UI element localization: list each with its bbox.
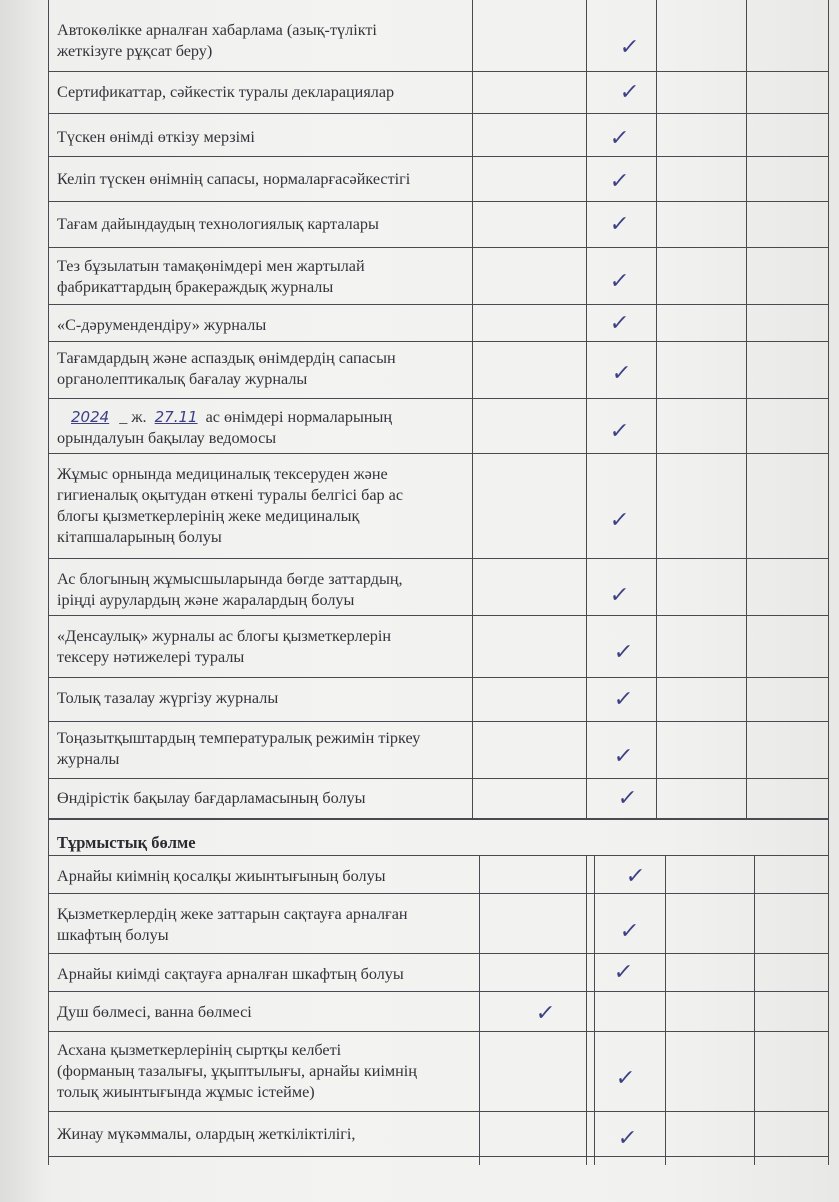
table-row <box>48 248 828 305</box>
table-row <box>48 157 828 202</box>
requirement-text: Келіп түскен өнімнің сапасы, нормаларғасәйкестігі <box>57 170 411 188</box>
table-row <box>48 894 828 954</box>
checkmark-icon: ✓ <box>608 582 631 608</box>
requirement-text: Толық тазалау жүргізу журналы <box>57 689 279 707</box>
requirement-text: Түскен өнімді өткізу мерзімі <box>57 128 255 146</box>
field-mid: ж. <box>131 408 147 426</box>
checkmark-icon: ✓ <box>614 1066 637 1091</box>
requirement-text: Душ бөлмесі, ванна бөлмесі <box>57 1003 252 1021</box>
requirement-text: Тез бұзылатын тамақөнімдері мен жартылай фабрикаттардың бракераждық журналы <box>57 257 365 296</box>
checkmark-icon: ✓ <box>608 212 631 237</box>
checkmark-icon: ✓ <box>618 35 641 60</box>
column-divider <box>828 0 829 1165</box>
checkmark-icon: ✓ <box>612 687 635 712</box>
table-row <box>48 856 828 894</box>
section-title: Тұрмыстық бөлме <box>57 833 196 852</box>
checkmark-icon: ✓ <box>624 864 647 889</box>
checkmark-icon: ✓ <box>608 268 631 294</box>
table-row <box>48 305 828 342</box>
table-row <box>48 992 828 1032</box>
table-row <box>48 678 828 722</box>
requirement-text: Арнайы киімнің қосалқы жиынтығының болуы <box>57 867 386 885</box>
requirement-text: Сертификаттар, сәйкестік туралы декларациялар <box>57 83 395 101</box>
checkmark-icon: ✓ <box>608 168 631 194</box>
requirement-text: Тағам дайындаудың технологиялық карталары <box>57 215 379 233</box>
table-row <box>48 0 828 72</box>
requirement-text: 2024 _ ж. 27.11 ас өнімдері нормаларының орындалуын бақылау ведомосы <box>57 408 393 447</box>
requirement-text: Тағамдардың және аспаздық өнімдердің сапасын органолептикалық бағалау журналы <box>57 349 396 388</box>
checkmark-icon: ✓ <box>610 360 633 386</box>
requirement-text: Қызметкерлердің жеке заттарын сақтауға арналған шкафтың болуы <box>57 905 408 944</box>
requirement-text: Жинау мүкәммалы, олардың жеткіліктілігі, <box>57 1125 356 1143</box>
field-date: 27.11 <box>154 408 198 426</box>
requirement-text: Автокөлікке арналған хабарлама (азық-түлікті жеткізуге рұқсат беру) <box>57 21 377 60</box>
requirement-text: «Денсаулық» журналы ас блогы қызметкерлерін тексеру нәтижелері туралы <box>57 627 392 666</box>
table-row <box>48 399 828 454</box>
requirement-text: «С-дәрумендендіру» журналы <box>57 316 267 334</box>
checkmark-icon: ✓ <box>618 919 641 944</box>
section-header <box>48 819 828 856</box>
checklist-table <box>48 0 828 1165</box>
checkmark-icon: ✓ <box>612 743 635 769</box>
checkmark-icon: ✓ <box>608 310 631 336</box>
requirement-text: Арнайы киімді сақтауға арналған шкафтың болуы <box>57 965 404 983</box>
table-row <box>48 202 828 248</box>
table-row <box>48 114 828 157</box>
field-line2: орындалуын бақылау ведомосы <box>57 429 277 447</box>
requirement-text: Өндірістік бақылау бағдарламасының болуы <box>57 789 366 807</box>
table-row <box>48 72 828 114</box>
checkmark-icon: ✓ <box>618 80 641 105</box>
checkmark-icon: ✓ <box>608 125 631 151</box>
table-row <box>48 1112 828 1157</box>
checkmark-icon: ✓ <box>534 1001 557 1026</box>
checkmark-icon: ✓ <box>612 960 635 985</box>
table-row <box>48 559 828 616</box>
table-row <box>48 1032 828 1112</box>
field-tail: ас өнімдері нормаларының <box>205 408 393 426</box>
requirement-text: Жұмыс орнында медициналық тексеруден және гигиеналық оқытудан өткені туралы белгісі бар ас блогы қызметкерлерінің жеке медициналық кітапшаларының болуы <box>57 465 404 546</box>
table-row <box>48 454 828 559</box>
table-row <box>48 779 828 819</box>
checkmark-icon: ✓ <box>608 418 631 444</box>
requirement-text: Асхана қызметкерлерінің сыртқы келбеті (форманың тазалығы, ұқыптылығы, арнайы киімнің толық жиынтығында жұмыс істейме) <box>57 1041 417 1101</box>
table-row <box>48 722 828 779</box>
table-row <box>48 616 828 678</box>
table-row <box>48 342 828 399</box>
field-year: 2024 <box>71 408 110 426</box>
checkmark-icon: ✓ <box>616 1125 639 1151</box>
requirement-text: Ас блогының жұмысшыларында бөгде заттардың, іріңді аурулардың және жаралардың болуы <box>57 570 403 609</box>
checkmark-icon: ✓ <box>612 640 635 665</box>
requirement-text: Тоңазытқыштардың температуралық режимін тіркеу журналы <box>57 729 421 768</box>
table-row <box>48 954 828 992</box>
checkmark-icon: ✓ <box>616 786 639 811</box>
checkmark-icon: ✓ <box>608 507 631 533</box>
